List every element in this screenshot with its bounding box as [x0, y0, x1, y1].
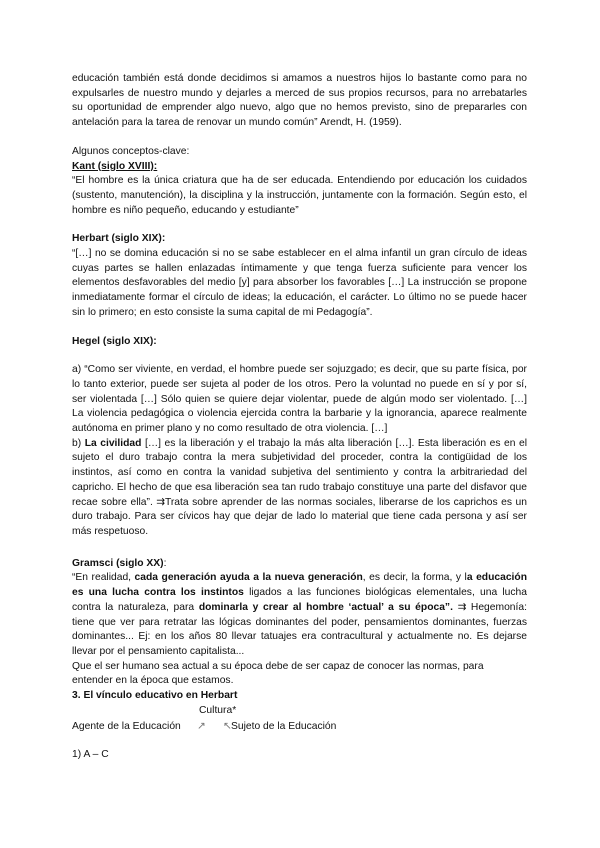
gramsci-heading [72, 557, 527, 572]
culture-label: Cultura* [199, 704, 237, 716]
document-page [72, 72, 527, 762]
gramsci-text-3: ligados a las funciones biológicas elementales, una lucha contra la naturaleza, para [72, 587, 527, 613]
herbart-quote: “[…] no se domina educación si no se sabe establecer en el alma infantil un gran círculo de ideas cuyas partes se hallen enlazadas íntimamente y que tenga fuerza suficiente para vencer los elementos desfavorables del medio [y] para absorber los favorables […] La instrucción se propone inmediatamente formar el círculo de ideas; la educación, el carácter. Lo último no se puede hacer sin lo primero; en esto consiste la suma capital de mi Pedagogía”. [72, 248, 527, 318]
arrow-up-left-icon: ↖ [223, 720, 232, 732]
arrow-up-right-icon: ↗ [197, 720, 206, 732]
gramsci-heading-colon: : [163, 557, 167, 569]
hegel-part-b-prefix: b) [72, 437, 85, 449]
gramsci-text-2: , es decir, la forma, y l [362, 572, 467, 584]
gramsci-quote [72, 571, 527, 659]
concepts-label: Algunos conceptos-clave: [72, 145, 190, 157]
kant-heading [72, 160, 527, 175]
kant-quote: “El hombre es la única criatura que ha de ser educada. Entendiendo por educación los cuidados (sustento, manutención), la disciplina y la instrucción, juntamente con la formación. Según esto, el hombre es niño pequeño, educando y estudiante” [72, 175, 527, 216]
agent-label: Agente de la Educación [72, 720, 181, 732]
herbart-heading: Herbart (siglo XIX): [72, 233, 166, 245]
gramsci-text-1: “En realidad, [72, 572, 135, 584]
hegel-part-a: a) “Como ser viviente, en verdad, el hombre puede ser sojuzgado; es decir, que su parte física, por lo tanto exterior, puede ser sujeta al poder de los otros. Pero la voluntad no puede en sí y por sí, ser violentada […] Sólo quien se quiere dejar violentar, puede de algún modo ser violentado. […] La violencia pedagógica o violencia ejercida contra la barbarie y la ignorancia, aparece realmente autónoma en primer plano y no como resultado de otra violencia. […] [72, 364, 527, 435]
gramsci-bold-3: dominarla y crear al hombre ‘actual’ a su época”. [198, 601, 453, 613]
list-item-1: 1) A – C [72, 748, 109, 760]
section-3-heading: 3. El vínculo educativo en Herbart [72, 690, 238, 702]
civilidad-term: La civilidad [84, 437, 142, 449]
gramsci-bold-2: a educación es una lucha contra los instintos [72, 572, 527, 599]
gramsci-heading-text: Gramsci (siglo XX) [72, 557, 164, 569]
hegel-heading: Hegel (siglo XIX): [72, 335, 157, 347]
kant-heading-text: Kant (siglo XVIII): [72, 160, 158, 172]
gramsci-text-4: ⇉ Hegemonía: tiene que ver para retratar las lógicas dominantes del poder, pensamientos dominantes, fuerzas dominantes... Ej: en los años 80 llevar tatuajes era contracultural y actualmente no. Es dejarse llevar por el pensamiento capitalista... [72, 601, 527, 657]
educational-link-diagram [72, 704, 527, 748]
hegel-part-b [72, 437, 527, 540]
gramsci-bold-1: cada generación ayuda a la nueva generación [134, 572, 363, 584]
gramsci-closing: Que el ser humano sea actual a su época debe de ser capaz de conocer las normas, para entender en la época que estamos. [72, 660, 484, 687]
subject-label: Sujeto de la Educación [231, 720, 337, 732]
intro-paragraph: educación también está donde decidimos si amamos a nuestros hijos lo bastante como para no expulsarles de nuestro mundo y dejarles a merced de sus propios recursos, para no arrebatarles su oportunidad de emprender algo nuevo, algo que no hemos previsto, sino de prepararles con antelación para la tarea de renovar un mundo común” Arendt, H. (1959). [72, 73, 527, 129]
hegel-part-b-text: […] es la liberación y el trabajo la más alta liberación […]. Esta liberación es en el sujeto el duro trabajo contra la mera subjetividad del proceder, contra la contigüidad de los instintos, así como en contra la vanidad subjetiva del sentimiento y contra la arbitrariedad del capricho. El hecho de que esa liberación sea tan rudo trabajo constituye una parte del disfavor que recae sobre ella”. ⇉Trata sobre aprender de las normas sociales, liberarse de los caprichos es un duro trabajo. Para ser cívicos hay que dejar de lado lo material que tiene cada persona y así ser más respetuoso. [72, 437, 527, 537]
